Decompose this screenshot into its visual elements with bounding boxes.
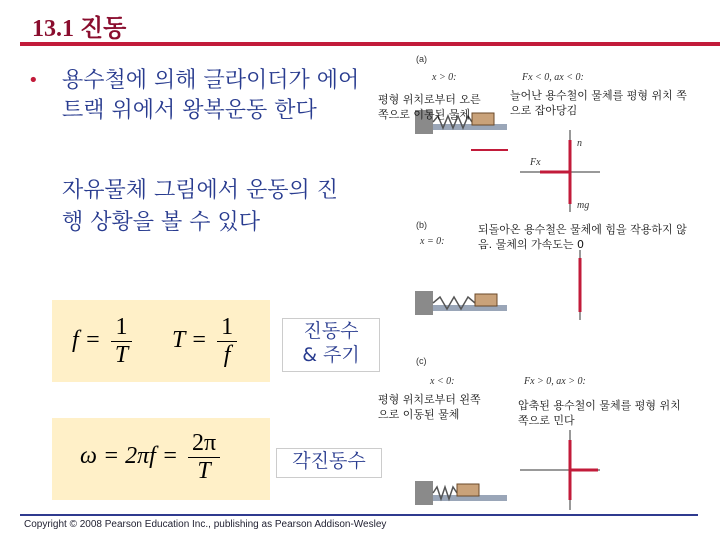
wall bbox=[415, 291, 433, 315]
label-line-1: 진동수 bbox=[303, 320, 359, 342]
force-label-n: n bbox=[577, 138, 582, 149]
angular-frequency-label: 각진동수 bbox=[276, 448, 382, 478]
panel-b-cond: x = 0: bbox=[420, 236, 445, 247]
footer-divider bbox=[20, 514, 698, 516]
panel-a-annotation-left: 평형 위치로부터 오른쪽으로 이동된 물체 bbox=[378, 93, 481, 121]
denominator: T bbox=[197, 458, 211, 484]
panel-a-tag: (a) bbox=[416, 54, 427, 64]
panel-a-cond-right: Fx < 0, ax < 0: bbox=[522, 72, 584, 83]
panel-a-diagram bbox=[415, 110, 600, 212]
numerator: 2π bbox=[188, 430, 220, 458]
panel-c-annotation-right: 압축된 용수철이 물체를 평형 위치 쪽으로 민다 bbox=[518, 399, 681, 427]
label-line-2: & 주기 bbox=[302, 344, 360, 366]
panel-b-annotation: 되돌아온 용수철은 물체에 힘을 작용하지 않음. 물체의 가속도는 0 bbox=[478, 223, 687, 251]
panel-b-diagram bbox=[415, 250, 580, 320]
section-number: 13.1 bbox=[32, 16, 74, 42]
formula-w-lhs: ω = 2πf = bbox=[80, 443, 179, 470]
denominator: T bbox=[114, 342, 129, 368]
bullet-text: 용수철에 의해 글라이더가 에어트랙 위에서 왕복운동 한다 bbox=[62, 68, 360, 123]
force-label-mg: mg bbox=[577, 200, 590, 211]
panel-c-cond-right: Fx > 0, ax > 0: bbox=[524, 376, 586, 387]
bullet-dot-icon: • bbox=[28, 70, 39, 91]
panel-c-diagram bbox=[415, 430, 600, 510]
denominator: f bbox=[223, 342, 231, 368]
copyright-text: Copyright © 2008 Pearson Education Inc., publishing as Pearson Addison-Wesley bbox=[24, 519, 387, 530]
glider bbox=[475, 294, 497, 306]
formula-f-lhs: f = bbox=[72, 327, 101, 354]
section-title: 진동 bbox=[80, 16, 127, 42]
force-label-fx: Fx bbox=[530, 157, 541, 168]
glider bbox=[457, 484, 479, 496]
body-paragraph: 자유물체 그림에서 운동의 진행 상황을 볼 수 있다 bbox=[62, 178, 339, 235]
panel-a-annotation-right: 늘어난 용수철이 물체를 평형 위치 쪽으로 잡아당김 bbox=[510, 89, 687, 117]
panel-c-annotation-left: 평형 위치로부터 왼쪽으로 이동된 물체 bbox=[378, 393, 481, 421]
panel-c-cond-left: x < 0: bbox=[430, 376, 455, 387]
numerator: 1 bbox=[111, 314, 132, 342]
panel-a-cond-left: x > 0: bbox=[432, 72, 457, 83]
wall bbox=[415, 481, 433, 505]
numerator: 1 bbox=[217, 314, 237, 342]
formula-T-lhs: T = bbox=[172, 327, 208, 354]
panel-c-tag: (c) bbox=[416, 356, 427, 366]
panel-b-tag: (b) bbox=[416, 220, 427, 230]
